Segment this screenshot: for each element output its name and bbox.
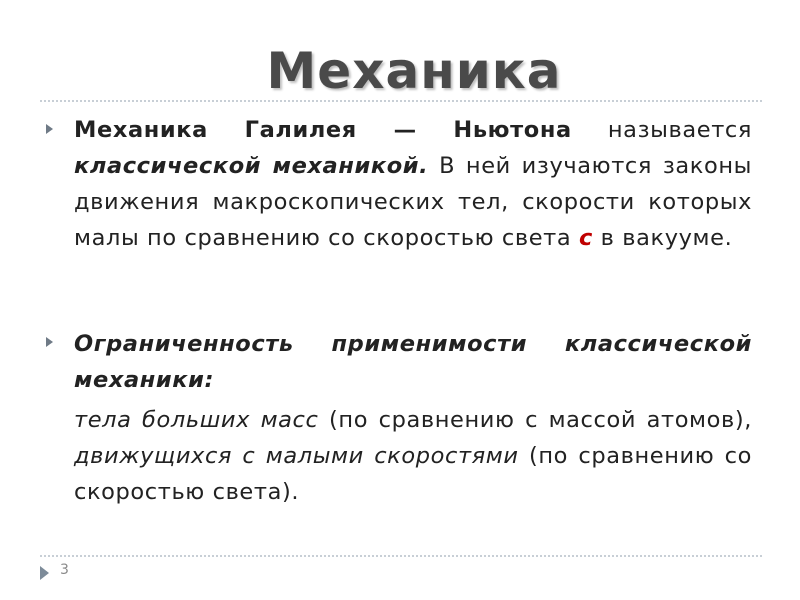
slide-title: Механика	[266, 42, 562, 100]
galileo-newton-term: Механика Галилея — Ньютона	[74, 117, 572, 143]
limitations-heading-text: Ограниченность применимости классической механики:	[74, 331, 752, 393]
limitations-heading	[74, 326, 752, 398]
bottom-divider	[40, 555, 762, 557]
large-masses-term: тела больших масс	[74, 407, 319, 433]
low-speeds-term: движущихся с малыми скоростями	[74, 443, 519, 469]
classical-mechanics-term: классической механикой.	[74, 153, 429, 179]
definition-paragraph	[74, 112, 752, 328]
bullet-marker-icon	[46, 337, 53, 347]
page-number: 3	[60, 562, 69, 578]
top-divider	[40, 100, 762, 102]
bullet-marker-icon	[46, 124, 53, 134]
text-segment: В ней изучаются законы движения макроскопических тел, скорости которых малы по сравнению со скоростью света	[74, 153, 752, 251]
speed-of-light-symbol: с	[578, 225, 593, 251]
limitations-body	[74, 402, 752, 510]
slide-nav-arrow-icon	[40, 566, 49, 580]
text-segment: называется	[571, 117, 753, 143]
text-segment: в вакууме.	[592, 225, 733, 251]
text-segment: (по сравнению со скоростью света).	[74, 443, 753, 505]
text-segment: (по сравнению с массой атомов),	[318, 407, 752, 433]
